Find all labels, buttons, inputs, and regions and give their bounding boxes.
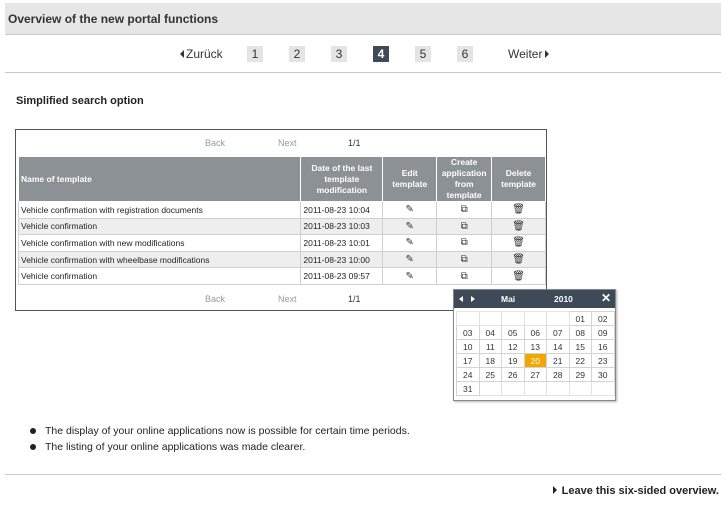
date-picker-header xyxy=(454,290,615,308)
trash-icon[interactable]: 🗑 xyxy=(512,254,525,266)
calendar-day[interactable]: 14 xyxy=(547,340,570,354)
column-header-edit: Edit template xyxy=(383,157,437,202)
calendar-day[interactable]: 03 xyxy=(457,326,480,340)
template-name: Vehicle confirmation xyxy=(19,218,301,235)
calendar-empty-cell xyxy=(502,382,525,396)
pencil-icon[interactable]: ✎ xyxy=(405,254,414,266)
table-page-count-bottom: 1/1 xyxy=(348,294,361,304)
calendar-day[interactable]: 19 xyxy=(502,354,525,368)
calendar-day[interactable]: 31 xyxy=(457,382,480,396)
calendar-day[interactable]: 18 xyxy=(479,354,502,368)
page-1-button[interactable]: 1 xyxy=(247,46,263,62)
calendar-empty-cell xyxy=(524,312,547,326)
calendar-day[interactable]: 26 xyxy=(502,368,525,382)
calendar-day[interactable]: 09 xyxy=(592,326,615,340)
template-panel xyxy=(15,129,547,311)
column-header-date: Date of the last template modification xyxy=(301,157,383,202)
calendar-day[interactable]: 11 xyxy=(479,340,502,354)
template-date: 2011-08-23 10:04 xyxy=(301,202,383,219)
calendar-day[interactable]: 05 xyxy=(502,326,525,340)
calendar-week-row xyxy=(457,382,615,396)
table-header-row xyxy=(19,157,546,202)
column-header-name: Name of template xyxy=(19,157,301,202)
page-4-button[interactable]: 4 xyxy=(373,46,389,62)
leave-overview-link[interactable]: Leave this six-sided overview. xyxy=(553,485,719,497)
page-2-button[interactable]: 2 xyxy=(289,46,305,62)
calendar-empty-cell xyxy=(547,382,570,396)
column-header-create: Create application from template xyxy=(437,157,492,202)
calendar-week-row xyxy=(457,312,615,326)
calendar-day[interactable]: 28 xyxy=(547,368,570,382)
calendar-empty-cell xyxy=(457,312,480,326)
next-month-icon[interactable] xyxy=(471,296,475,302)
template-date: 2011-08-23 10:03 xyxy=(301,218,383,235)
calendar-day[interactable]: 21 xyxy=(547,354,570,368)
copy-icon[interactable]: ⧉ xyxy=(460,270,468,282)
page-header xyxy=(5,3,721,35)
calendar-week-row xyxy=(457,340,615,354)
calendar-day[interactable]: 23 xyxy=(592,354,615,368)
divider xyxy=(5,474,721,475)
calendar-day[interactable]: 24 xyxy=(457,368,480,382)
calendar-day[interactable]: 27 xyxy=(524,368,547,382)
calendar-empty-cell xyxy=(502,312,525,326)
chevron-left-icon xyxy=(180,50,184,58)
calendar-year[interactable]: 2010 xyxy=(554,294,573,304)
calendar-day[interactable]: 06 xyxy=(524,326,547,340)
copy-icon[interactable]: ⧉ xyxy=(460,204,468,216)
calendar-empty-cell xyxy=(592,382,615,396)
prev-page-link[interactable]: Zurück xyxy=(180,47,223,61)
template-date: 2011-08-23 09:57 xyxy=(301,268,383,285)
calendar-week-row xyxy=(457,354,615,368)
copy-icon[interactable]: ⧉ xyxy=(460,254,468,266)
calendar-day[interactable]: 13 xyxy=(524,340,547,354)
pencil-icon[interactable]: ✎ xyxy=(405,220,414,232)
template-date: 2011-08-23 10:01 xyxy=(301,235,383,252)
page-3-button[interactable]: 3 xyxy=(331,46,347,62)
calendar-grid xyxy=(456,311,615,396)
trash-icon[interactable]: 🗑 xyxy=(512,270,525,282)
trash-icon[interactable]: 🗑 xyxy=(512,204,525,216)
table-row xyxy=(19,218,546,235)
prev-month-icon[interactable] xyxy=(459,296,463,302)
template-name: Vehicle confirmation xyxy=(19,268,301,285)
calendar-day[interactable]: 10 xyxy=(457,340,480,354)
table-row xyxy=(19,202,546,219)
calendar-week-row xyxy=(457,368,615,382)
table-back-link[interactable]: Back xyxy=(205,138,226,148)
table-page-count: 1/1 xyxy=(348,138,361,148)
template-date: 2011-08-23 10:00 xyxy=(301,251,383,268)
column-header-delete: Delete template xyxy=(492,157,546,202)
page-5-button[interactable]: 5 xyxy=(415,46,431,62)
pagination xyxy=(0,44,724,64)
close-icon[interactable]: ✕ xyxy=(600,291,611,305)
template-name: Vehicle confirmation with registration documents xyxy=(19,202,301,219)
trash-icon[interactable]: 🗑 xyxy=(512,220,525,232)
calendar-day[interactable]: 02 xyxy=(592,312,615,326)
calendar-day[interactable]: 01 xyxy=(569,312,592,326)
chevron-right-icon xyxy=(545,50,549,58)
template-table xyxy=(18,156,546,285)
calendar-day[interactable]: 15 xyxy=(569,340,592,354)
calendar-day[interactable]: 20 xyxy=(524,354,547,368)
calendar-day[interactable]: 12 xyxy=(502,340,525,354)
copy-icon[interactable]: ⧉ xyxy=(460,220,468,232)
feature-list xyxy=(30,424,410,456)
trash-icon[interactable]: 🗑 xyxy=(512,237,525,249)
template-name: Vehicle confirmation with wheelbase modifications xyxy=(19,251,301,268)
copy-icon[interactable]: ⧉ xyxy=(460,237,468,249)
template-name: Vehicle confirmation with new modifications xyxy=(19,235,301,252)
pencil-icon[interactable]: ✎ xyxy=(405,270,414,282)
calendar-day[interactable]: 30 xyxy=(592,368,615,382)
calendar-day[interactable]: 04 xyxy=(479,326,502,340)
date-picker xyxy=(453,289,616,401)
list-item: The display of your online applications now is possible for certain time periods. xyxy=(30,424,410,440)
calendar-day[interactable]: 25 xyxy=(479,368,502,382)
page-title: Overview of the new portal functions xyxy=(8,12,219,26)
section-title: Simplified search option xyxy=(16,95,144,107)
table-next-link-bottom[interactable]: Next xyxy=(278,294,297,304)
next-page-link[interactable]: Weiter xyxy=(508,47,549,61)
calendar-day[interactable]: 16 xyxy=(592,340,615,354)
calendar-week-row xyxy=(457,326,615,340)
calendar-day[interactable]: 07 xyxy=(547,326,570,340)
calendar-empty-cell xyxy=(524,382,547,396)
chevron-right-icon xyxy=(553,486,557,494)
calendar-day[interactable]: 17 xyxy=(457,354,480,368)
table-row xyxy=(19,235,546,252)
divider xyxy=(5,72,721,73)
calendar-empty-cell xyxy=(569,382,592,396)
list-item: The listing of your online applications was made clearer. xyxy=(30,440,410,456)
pencil-icon[interactable]: ✎ xyxy=(405,204,414,216)
calendar-day[interactable]: 08 xyxy=(569,326,592,340)
table-row xyxy=(19,268,546,285)
calendar-day[interactable]: 22 xyxy=(569,354,592,368)
calendar-month[interactable]: Mai xyxy=(501,294,516,304)
calendar-empty-cell xyxy=(479,312,502,326)
table-next-link[interactable]: Next xyxy=(278,138,297,148)
pencil-icon[interactable]: ✎ xyxy=(405,237,414,249)
table-back-link-bottom[interactable]: Back xyxy=(205,294,226,304)
calendar-empty-cell xyxy=(479,382,502,396)
calendar-empty-cell xyxy=(547,312,570,326)
page-6-button[interactable]: 6 xyxy=(457,46,473,62)
table-row xyxy=(19,251,546,268)
calendar-day[interactable]: 29 xyxy=(569,368,592,382)
